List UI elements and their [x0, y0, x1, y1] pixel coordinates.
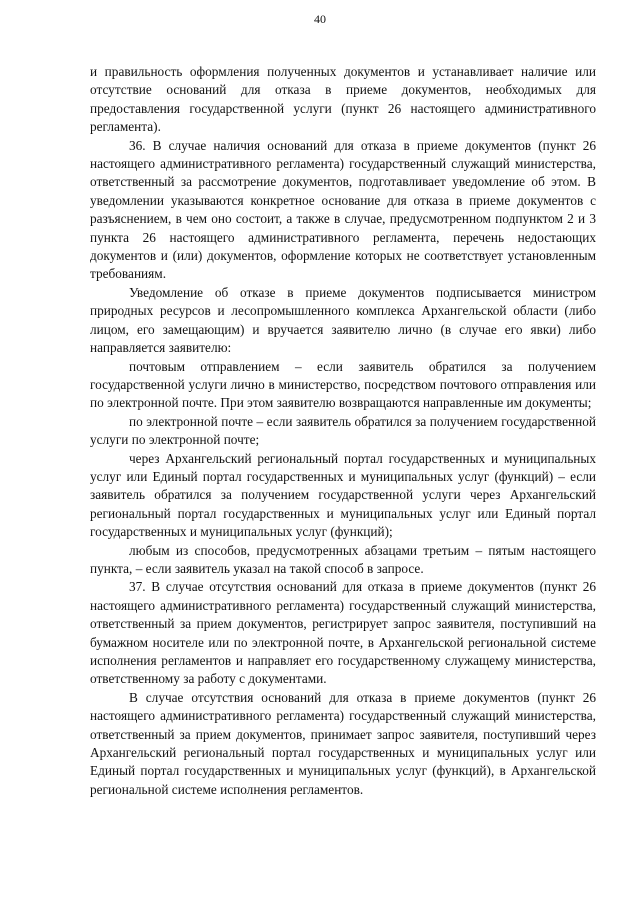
page-number: 40	[314, 12, 326, 26]
paragraph-postal-delivery: почтовым отправлением – если заявитель обратился за получением государственной услуги лично в министерство, посредством почтового отправления или по электронной почте. При этом заявителю возвращаются направленные им документы;	[90, 358, 596, 411]
paragraph-notice-signing: Уведомление об отказе в приеме документов подписывается министром природных ресурсов и лесопромышленного комплекса Архангельской области (либо лицом, его замещающим) и вручается заявителю лично (в случае его явки) либо направляется заявителю:	[90, 284, 596, 356]
paragraph-portal-registration: В случае отсутствия оснований для отказа в приеме документов (пункт 26 настоящего административного регламента) государственный служащий министерства, ответственный за прием документов, принимает запрос заявителя, поступивший через Архангельский региональный портал государственных и муниципальных услуг или Единый портал государственных и муниципальных услуг (функций), в Архангельской региональной системе исполнения регламентов.	[90, 689, 596, 797]
paragraph-item-37: 37. В случае отсутствия оснований для отказа в приеме документов (пункт 26 настоящего административного регламента) государственный служащий министерства, ответственный за прием документов, регистрирует запрос заявителя, поступивший на бумажном носителе или по электронной почте, в Архангельской региональной системе исполнения регламентов и направляет его государственному служащему министерства, ответственному за работу с документами.	[90, 579, 596, 687]
paragraph-item-36: 36. В случае наличия оснований для отказа в приеме документов (пункт 26 настоящего административного регламента) государственный служащий министерства, ответственный за рассмотрение документов, подготавливает уведомление об этом. В уведомлении указываются конкретное основание для отказа в приеме документов с разъяснением, в чем оно состоит, а также в случае, предусмотренном подпунктом 2 и 3 пункта 26 настоящего административного регламента, перечень недостающих документов и (или) документов, оформление которых не соответствует установленным требованиям.	[90, 137, 596, 282]
paragraph-email-delivery: по электронной почте – если заявитель обратился за получением государственной услуги по электронной почте;	[90, 413, 596, 448]
paragraph-portal-delivery: через Архангельский региональный портал государственных и муниципальных услуг или Единый портал государственных и муниципальных услуг (функций) – если заявитель обратился за получением государственной услуги через Архангельский региональный портал государственных и муниципальных услуг или Единый портал государственных и муниципальных услуг (функций);	[90, 450, 596, 540]
paragraph-continuation: и правильность оформления полученных документов и устанавливает наличие или отсутствие оснований для отказа в приеме документов, необходимых для предоставления государственной услуги (пункт 26 настоящего административного регламента).	[90, 64, 596, 135]
paragraph-any-method: любым из способов, предусмотренных абзацами третьим – пятым настоящего пункта, – если заявитель указал на такой способ в запросе.	[90, 542, 596, 576]
body-text	[90, 63, 596, 799]
